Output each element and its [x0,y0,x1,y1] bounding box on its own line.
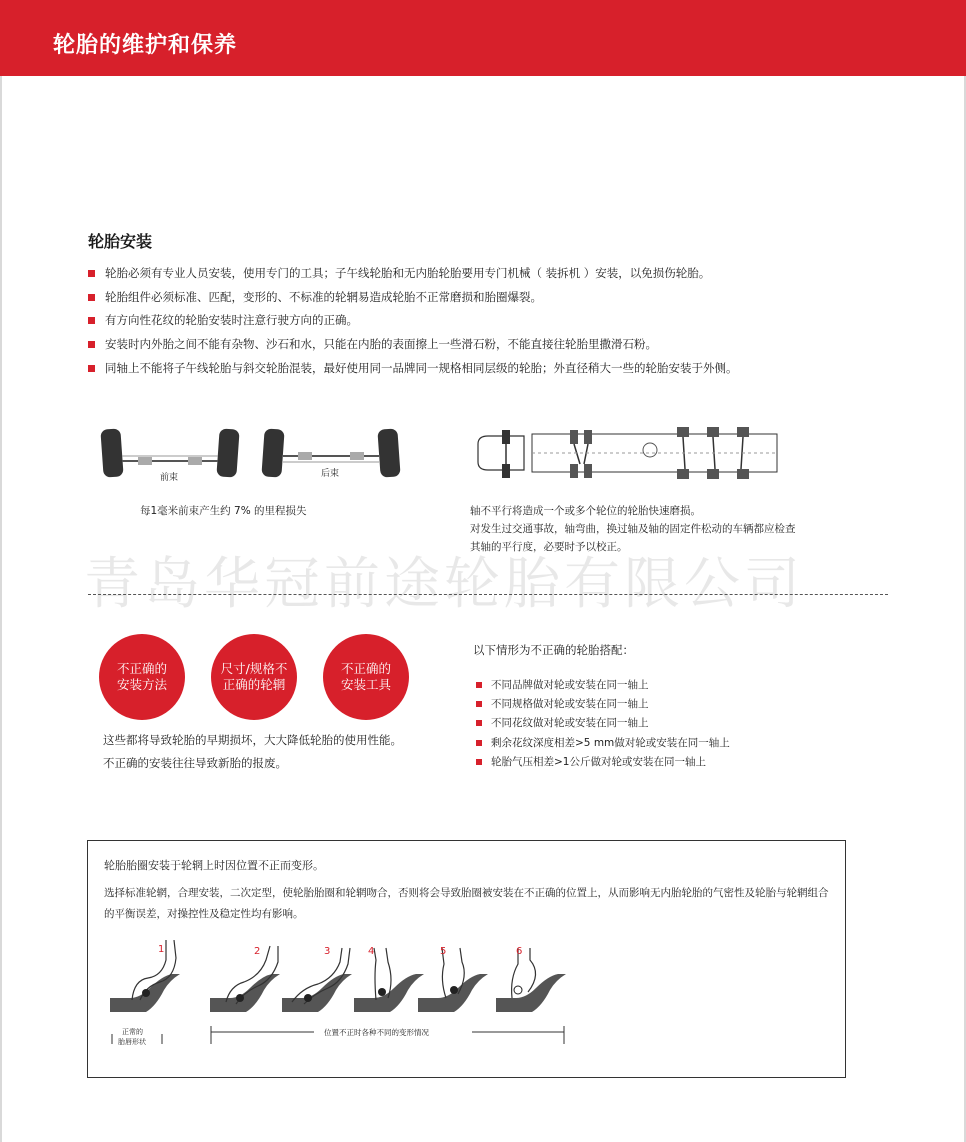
list-item: 同轴上不能将子午线轮胎与斜交轮胎混装，最好使用同一品牌同一规格相同层级的轮胎；外直径稍大一些的轮胎安装于外侧。 [88,357,738,381]
bullet-square-icon [476,720,482,726]
rim-description: 选择标准轮辋，合理安装，二次定型，使轮胎胎圈和轮辋吻合，否则将会导致胎圈被安装在不正确的位置上，从而影响无内胎轮胎的气密性及轮胎与轮辋组合的平衡误差，对操控性及稳定性均有影响。 [104,887,829,920]
bead-profile-6 [496,946,566,1012]
section-title-install: 轮胎安装 [88,232,153,251]
bead-profile-1 [110,940,180,1012]
page-header [0,0,966,76]
page-title: 轮胎的维护和保养 [53,33,238,58]
front-axle-figure [100,428,239,477]
bullet-square-icon [476,682,482,688]
bead-profile-3 [282,946,352,1012]
normal-bracket [112,1027,162,1046]
install-bullet-list [88,262,738,381]
normal-label: 胎唇形状 [118,1038,146,1046]
list-item: 安装时内外胎之间不能有杂物、沙石和水，只能在内胎的表面擦上一些滑石粉，不能直接往轮胎里撒滑石粉。 [88,333,738,357]
cause-circle-rim: 尺寸/规格不 正确的轮辋 [211,634,297,720]
list-item: 轮胎必须有专业人员安装，使用专门的工具；子午线轮胎和无内胎轮胎要用专门机械（ 装拆机 ）安装，以免损伤轮胎。 [88,262,738,286]
bullet-square-icon [88,270,95,277]
section-divider [88,594,888,595]
bullet-square-icon [88,341,95,348]
bead-profile-2 [210,946,280,1012]
bullet-square-icon [88,294,95,301]
cause-circle-tool: 不正确的 安装工具 [323,634,409,720]
list-item: 轮胎气压相差>1公斤做对轮或安装在同一轴上 [476,753,730,772]
consequence-text: 这些都将导致轮胎的早期损坏，大大降低轮胎的使用性能。 不正确的安装往往导致新胎的报废。 [103,733,402,770]
rear-toe-label: 后束 [321,469,340,479]
profile-number: 2 [254,946,261,957]
mismatch-title: 以下情形为不正确的轮胎搭配： [473,643,634,657]
truck-axle-diagram [472,422,784,492]
toe-diagram [98,422,408,486]
bullet-square-icon [476,759,482,765]
axle-caption-line: 其轴的平行度，必要时予以校正。 [470,541,628,553]
page-border-left [0,76,2,1142]
axle-caption-line: 轴不平行将造成一个或多个轮位的轮胎快速磨损。 [470,505,701,517]
bullet-square-icon [88,365,95,372]
bead-deformation-figure [110,940,580,1052]
normal-label: 正常的 [122,1028,143,1036]
bead-profile-5 [418,946,488,1012]
list-item: 不同花纹做对轮或安装在同一轴上 [476,714,730,733]
list-item: 有方向性花纹的轮胎安装时注意行驶方向的正确。 [88,309,738,333]
bullet-square-icon [88,317,95,324]
list-item: 不同规格做对轮或安装在同一轴上 [476,695,730,714]
bead-profile-4 [354,946,424,1012]
rim-heading: 轮胎胎圈安装于轮辋上时因位置不正而变形。 [104,859,324,872]
profile-number: 6 [516,946,523,957]
bullet-square-icon [476,740,482,746]
list-item: 轮胎组件必须标准、匹配，变形的、不标准的轮辋易造成轮胎不正常磨损和胎圈爆裂。 [88,286,738,310]
list-item: 剩余花纹深度相差>5 mm做对轮或安装在同一轴上 [476,734,730,753]
profile-number: 1 [158,944,165,955]
deform-label: 位置不正时各种不同的变形情况 [324,1028,429,1037]
toe-caption: 每1毫米前束产生约 7% 的里程损失 [140,505,307,517]
list-item: 不同品牌做对轮或安装在同一轴上 [476,676,730,695]
mismatch-list [476,676,730,772]
deform-bracket [211,1026,564,1044]
cause-circle-method: 不正确的 安装方法 [99,634,185,720]
profile-number: 5 [440,946,447,957]
company-watermark: 青岛华冠前途轮胎有限公司 [84,552,804,617]
profile-number: 4 [368,946,375,957]
axle-caption-line: 对发生过交通事故，轴弯曲，换过轴及轴的固定件松动的车辆都应检查 [470,523,796,535]
front-toe-label: 前束 [160,473,179,483]
bullet-square-icon [476,701,482,707]
profile-number: 3 [324,946,331,957]
